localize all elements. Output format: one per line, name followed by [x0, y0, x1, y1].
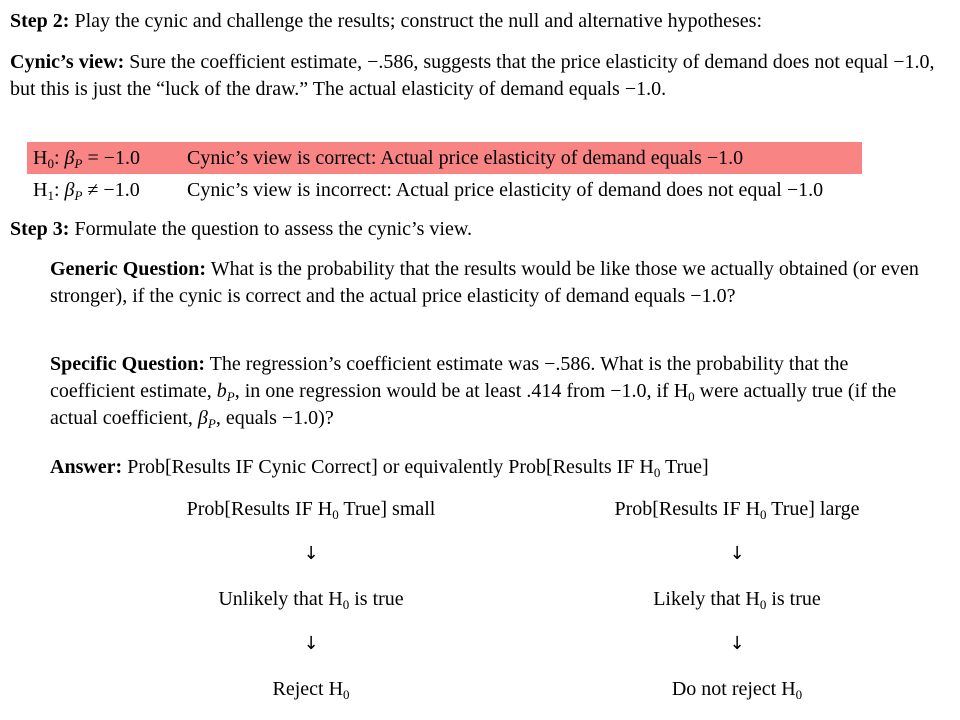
cynic-label: Cynic’s view: — [10, 51, 125, 73]
answer-label: Answer: — [50, 456, 123, 478]
null-hypothesis-symbol: $H_0$: $\beta_P = -1.0$ — [33, 147, 140, 171]
alternative-hypothesis-symbol: $H_1$: $\beta_P \ne -1.0$ — [33, 179, 140, 203]
flow-left-reject: Reject $H_0$ — [272, 678, 350, 702]
step3-label: Step 3: — [10, 218, 70, 240]
step3-paragraph — [10, 216, 955, 243]
step2-paragraph — [10, 8, 955, 35]
null-hypothesis-text: Cynic’s view is correct: Actual price elasticity of demand equals −1.0 — [187, 147, 744, 169]
flow-left-unlikely: Unlikely that $H_0$ is true — [218, 588, 404, 612]
flow-right-probability-large: Prob[Results IF $H_0$ True] large — [614, 498, 860, 522]
flow-right-likely: Likely that $H_0$ is true — [653, 588, 821, 612]
down-arrow-icon: ↓ — [303, 543, 319, 564]
cynic-text: Sure the coefficient estimate, −.586, suggests that the price elasticity of demand does not equal −1.0, but this is just the “luck of the draw.” The actual elasticity of demand equals −1.0. — [10, 51, 935, 100]
flow-left — [141, 494, 481, 719]
specific-question-paragraph: Specific Question: The regression’s coefficient estimate was −.586. What is the probability that the coefficient estimate, $b_P$, in one regression would be at least .414 from −1.0, if $H_0$ were actually true (if the actual coefficient, $\beta_P$, equals −1.0)? — [50, 353, 897, 431]
down-arrow-icon: ↓ — [729, 633, 745, 654]
alternative-hypothesis-text: Cynic’s view is incorrect: Actual price elasticity of demand does not equal −1.0 — [187, 179, 824, 201]
answer-paragraph: Answer: Prob[Results IF Cynic Correct] or equivalently Prob[Results IF $H_0$ True] — [50, 456, 709, 480]
null-hypothesis-row — [27, 142, 862, 174]
flow-left-probability-small: Prob[Results IF $H_0$ True] small — [186, 498, 436, 522]
specific-question-label: Specific Question: — [50, 353, 205, 375]
flow-right — [567, 494, 907, 719]
generic-question-text: What is the probability that the results would be like those we actually obtained (or even stronger), if the cynic is correct and the actual price elasticity of demand equals −1.0? — [50, 258, 919, 307]
step2-text: Play the cynic and challenge the results; construct the null and alternative hypotheses: — [74, 10, 763, 32]
down-arrow-icon: ↓ — [729, 543, 745, 564]
flow-right-do-not-reject: Do not reject $H_0$ — [671, 678, 803, 702]
generic-question-paragraph — [50, 256, 930, 310]
step2-label: Step 2: — [10, 10, 70, 32]
generic-question-label: Generic Question: — [50, 258, 207, 280]
step3-text: Formulate the question to assess the cynic’s view. — [74, 218, 472, 240]
cynic-view-paragraph — [10, 49, 955, 103]
down-arrow-icon: ↓ — [303, 633, 319, 654]
alternative-hypothesis-row — [27, 174, 957, 206]
